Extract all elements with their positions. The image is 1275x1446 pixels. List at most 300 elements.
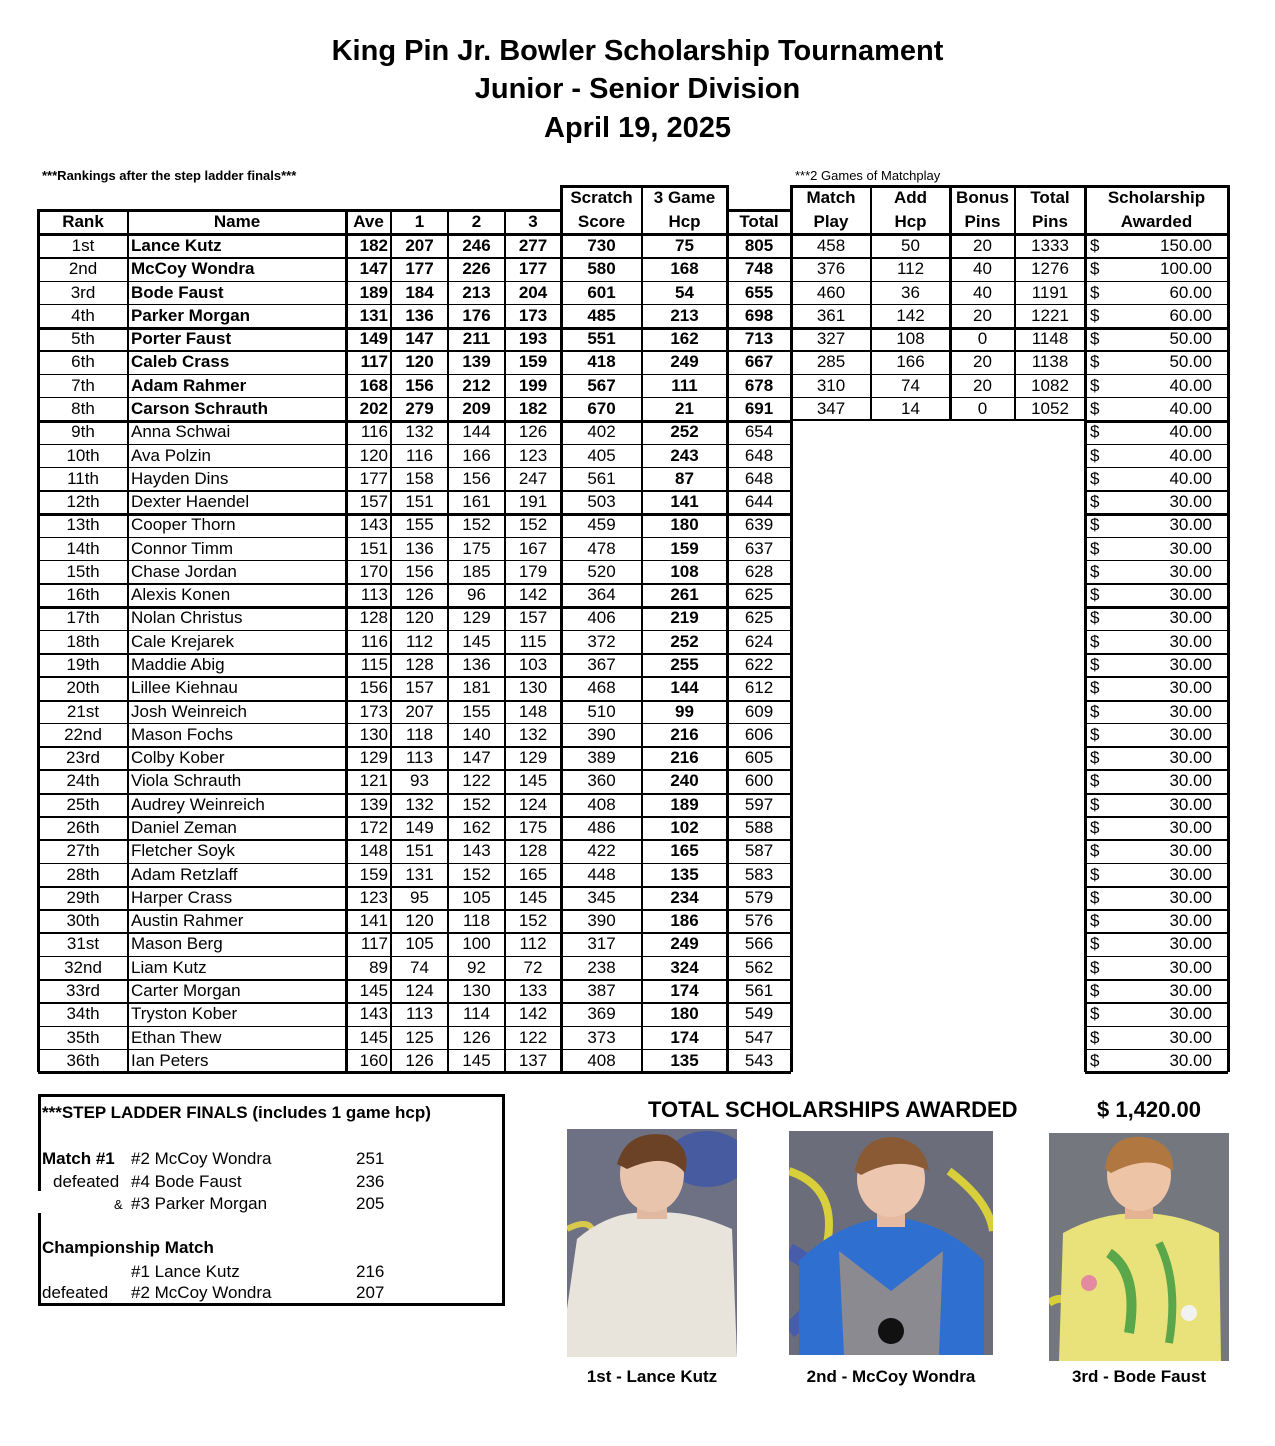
cell-total: 588: [744, 818, 774, 837]
cell-hcp: 87: [675, 468, 694, 488]
currency-symbol: $: [1090, 236, 1100, 255]
cell-scratch: 373: [587, 1027, 616, 1047]
cell-g3: 152: [518, 515, 548, 535]
column-rule: [390, 209, 392, 1072]
cell-g1: 132: [405, 422, 434, 442]
cell-hcp: 240: [670, 771, 699, 791]
row-rule: [1085, 444, 1228, 446]
cell-hcp: 243: [670, 445, 699, 465]
player-name: Alexis Konen: [131, 585, 231, 605]
cell-g2: 152: [462, 864, 491, 884]
cell-g1: 147: [405, 329, 434, 349]
cell-scratch: 468: [587, 678, 616, 698]
rank-cell: 28th: [66, 864, 100, 884]
cell-total: 549: [744, 1004, 774, 1024]
cell-g3: 193: [518, 329, 548, 349]
row-rule: [38, 700, 791, 703]
cell-g2: 96: [467, 585, 486, 605]
currency-symbol: $: [1090, 980, 1100, 1000]
cell-g2: 246: [462, 236, 491, 255]
cell-hcp: 174: [670, 1027, 699, 1047]
column-rule: [870, 185, 872, 420]
cell-hcp: 165: [670, 841, 699, 861]
cell-hcp: 249: [670, 352, 699, 372]
cell-scratch: 408: [587, 794, 616, 814]
column-rule: [37, 209, 40, 1072]
cell-g1: 95: [410, 887, 429, 907]
cell-g2: 166: [462, 445, 491, 465]
cell-hcp: 102: [670, 818, 699, 837]
cell-total: 600: [744, 771, 774, 791]
cell-g3: 128: [518, 841, 548, 861]
match1-defeated-label: defeated: [53, 1172, 120, 1191]
player-name: Josh Weinreich: [131, 701, 247, 721]
player-name: Anna Schwai: [131, 422, 231, 442]
currency-symbol: $: [1090, 841, 1100, 861]
player-name: Ava Polzin: [131, 445, 212, 465]
cell-g2: 129: [462, 608, 491, 628]
row-rule: [791, 304, 1085, 306]
cell-hcp: 219: [670, 608, 699, 628]
player-name: Carter Morgan: [131, 980, 241, 1000]
column-header-name: Name: [213, 212, 261, 231]
column-header-bonus-top: Bonus: [956, 188, 1009, 207]
cell-hcp: 21: [675, 398, 694, 418]
cell-bonus: 20: [973, 305, 992, 325]
rank-cell: 26th: [66, 818, 100, 837]
currency-symbol: $: [1090, 934, 1100, 954]
currency-symbol: $: [1090, 585, 1100, 605]
cell-g3: 167: [518, 538, 548, 558]
champ-loser: #2 McCoy Wondra: [131, 1283, 272, 1302]
cell-addhcp: 50: [901, 236, 920, 255]
header-top-rule: [561, 185, 727, 188]
currency-symbol: $: [1090, 701, 1100, 721]
scholarship-amount: 30.00: [1169, 492, 1212, 512]
cell-g2: 145: [462, 1050, 491, 1070]
cell-total: 606: [744, 724, 774, 744]
cell-scratch: 405: [587, 445, 616, 465]
event-date: April 19, 2025: [544, 112, 731, 144]
cell-g1: 120: [405, 608, 434, 628]
scholarship-amount: 30.00: [1169, 538, 1212, 558]
row-rule: [1085, 374, 1228, 376]
cell-g3: 175: [518, 818, 548, 837]
player-name: Hayden Dins: [131, 468, 229, 488]
row-rule: [38, 583, 791, 585]
cell-g1: 156: [405, 375, 434, 395]
cell-scratch: 364: [587, 585, 616, 605]
row-rule: [1085, 932, 1228, 934]
row-rule: [1085, 490, 1228, 492]
match1-loser2-score: 205: [356, 1194, 385, 1213]
scholarship-amount: 30.00: [1169, 864, 1212, 884]
player-name: Carson Schrauth: [131, 398, 268, 418]
cell-ave: 145: [359, 1027, 388, 1047]
scholarship-amount: 30.00: [1169, 608, 1212, 628]
cell-hcp: 180: [670, 515, 699, 535]
player-name: Connor Timm: [131, 538, 234, 558]
cell-g1: 112: [405, 631, 434, 651]
cell-total: 597: [744, 794, 774, 814]
cell-ave: 141: [359, 911, 388, 931]
column-header-rank: Rank: [62, 212, 104, 231]
cell-total: 605: [744, 748, 774, 768]
rank-cell: 33rd: [65, 980, 101, 1000]
scholarship-amount: 30.00: [1169, 724, 1212, 744]
cell-scratch: 485: [587, 305, 616, 325]
player-name: Porter Faust: [131, 329, 232, 349]
rank-cell: 19th: [66, 655, 100, 675]
currency-symbol: $: [1090, 957, 1100, 977]
row-rule: [1085, 793, 1228, 796]
row-rule: [1085, 397, 1228, 399]
player-name: Ian Peters: [131, 1050, 209, 1070]
player-name: Adam Retzlaff: [131, 864, 238, 884]
cell-g1: 149: [405, 818, 434, 837]
player-name: Adam Rahmer: [131, 375, 247, 395]
cell-g1: 207: [405, 701, 434, 721]
player-name: Parker Morgan: [131, 305, 251, 325]
cell-scratch: 406: [587, 608, 616, 628]
cell-ave: 131: [359, 305, 388, 325]
cell-ave: 116: [360, 631, 388, 651]
row-rule: [38, 467, 791, 469]
currency-symbol: $: [1090, 911, 1100, 931]
cell-g3: 145: [518, 771, 548, 791]
cell-hcp: 213: [670, 305, 699, 325]
scholarship-amount: 30.00: [1169, 818, 1212, 837]
cell-g1: 151: [405, 841, 434, 861]
row-rule: [38, 304, 791, 306]
row-rule: [1085, 979, 1228, 982]
cell-hcp: 111: [671, 375, 698, 395]
cell-g2: 185: [462, 561, 491, 581]
player-name: Caleb Crass: [131, 352, 230, 372]
cell-addhcp: 112: [896, 259, 925, 279]
cell-g2: 152: [462, 515, 491, 535]
cell-g1: 131: [405, 864, 434, 884]
cell-hcp: 255: [670, 655, 699, 675]
row-rule: [1085, 723, 1228, 725]
cell-g3: 124: [518, 794, 548, 814]
cell-total: 691: [744, 398, 774, 418]
currency-symbol: $: [1090, 724, 1100, 744]
cell-ave: 177: [359, 468, 388, 488]
cell-ave: 202: [359, 398, 388, 418]
cell-g1: 120: [405, 911, 434, 931]
cell-ave: 89: [369, 957, 388, 977]
cell-ave: 157: [359, 492, 388, 512]
scholarship-amount: 30.00: [1169, 701, 1212, 721]
row-rule: [1085, 746, 1228, 748]
player-name: Daniel Zeman: [131, 818, 237, 837]
cell-g1: 184: [405, 282, 434, 302]
cell-ave: 129: [359, 748, 388, 768]
cell-scratch: 567: [587, 375, 616, 395]
player-name: Maddie Abig: [131, 655, 225, 675]
scholarship-amount: 30.00: [1169, 1050, 1212, 1070]
column-rule: [504, 209, 506, 1072]
player-name: Fletcher Soyk: [131, 841, 235, 861]
column-header-g1: 1: [414, 212, 425, 231]
caption-first-place: 1st - Lance Kutz: [586, 1367, 718, 1386]
match1-winner-score: 251: [356, 1149, 385, 1168]
cell-match: 310: [816, 375, 846, 395]
row-rule: [38, 909, 791, 911]
cell-scratch: 389: [587, 748, 616, 768]
cell-hcp: 261: [670, 585, 699, 605]
cell-addhcp: 14: [901, 398, 920, 418]
cell-scratch: 390: [587, 724, 616, 744]
cell-scratch: 551: [587, 329, 616, 349]
player-name: Austin Rahmer: [131, 911, 244, 931]
scholarship-amount: 30.00: [1169, 980, 1212, 1000]
cell-hcp: 54: [675, 282, 694, 302]
player-name: Tryston Kober: [131, 1004, 238, 1024]
player-name: Audrey Weinreich: [131, 794, 265, 814]
cell-total: 667: [744, 352, 774, 372]
player-name: Cooper Thorn: [131, 515, 236, 535]
cell-hcp: 252: [670, 631, 699, 651]
cell-ave: 116: [360, 422, 388, 442]
header-top-rule: [38, 209, 561, 212]
cell-g3: 72: [523, 957, 543, 977]
cell-scratch: 486: [587, 818, 616, 837]
cell-g3: 179: [518, 561, 548, 581]
rank-cell: 7th: [71, 375, 95, 395]
cell-g1: 116: [405, 445, 434, 465]
cell-scratch: 408: [587, 1050, 616, 1070]
cell-g2: 211: [462, 329, 491, 349]
scholarship-amount: 30.00: [1169, 887, 1212, 907]
rank-cell: 13th: [66, 515, 100, 535]
cell-ave: 156: [359, 678, 388, 698]
cell-g2: 226: [462, 259, 491, 279]
row-rule: [1085, 909, 1228, 911]
table-bottom-rule: [38, 1071, 791, 1074]
cell-g3: 165: [518, 864, 548, 884]
row-rule: [38, 932, 791, 934]
row-rule: [38, 444, 791, 446]
cell-match: 376: [816, 259, 846, 279]
column-header-hcp-bottom: Hcp: [668, 212, 701, 231]
cell-total: 612: [744, 678, 774, 698]
cell-total: 748: [744, 259, 774, 279]
photo-second-place: [789, 1131, 993, 1355]
row-rule: [38, 513, 791, 516]
column-header-addhcp-top: Add: [893, 188, 928, 207]
cell-total: 713: [744, 329, 774, 349]
cell-g2: 114: [462, 1004, 491, 1024]
rank-cell: 11th: [67, 468, 99, 488]
cell-g1: 128: [405, 655, 434, 675]
row-rule: [38, 350, 791, 352]
rank-cell: 27th: [66, 841, 100, 861]
row-rule: [38, 560, 791, 562]
caption-third-place: 3rd - Bode Faust: [1071, 1367, 1207, 1386]
column-header-award-bottom: Awarded: [1120, 212, 1193, 231]
cell-g1: 118: [405, 724, 434, 744]
player-name: Lance Kutz: [131, 236, 222, 255]
cell-scratch: 360: [587, 771, 616, 791]
cell-total: 547: [744, 1027, 774, 1047]
row-rule: [791, 397, 1085, 399]
row-rule: [38, 839, 791, 841]
cell-bonus: 40: [973, 259, 992, 279]
step-ladder-title: ***STEP LADDER FINALS (includes 1 game hcp): [42, 1103, 431, 1122]
cell-total: 576: [744, 911, 774, 931]
cell-bonus: 40: [973, 282, 992, 302]
cell-match: 458: [816, 236, 846, 255]
cell-total: 622: [744, 655, 774, 675]
currency-symbol: $: [1090, 864, 1100, 884]
row-rule: [38, 397, 791, 399]
scholarship-amount: 40.00: [1169, 422, 1212, 442]
column-header-addhcp-bottom: Hcp: [894, 212, 927, 231]
match1-winner: #2 McCoy Wondra: [131, 1149, 272, 1168]
cell-scratch: 670: [587, 398, 616, 418]
player-name: Liam Kutz: [131, 957, 207, 977]
cell-total: 543: [744, 1050, 774, 1070]
match1-ampersand: &: [114, 1197, 123, 1212]
cell-g2: 143: [462, 841, 491, 861]
cell-g3: 129: [518, 748, 548, 768]
cell-g2: 209: [462, 398, 491, 418]
step-ladder-box: [38, 1094, 505, 1306]
row-rule: [1085, 350, 1228, 352]
player-name: Harper Crass: [131, 887, 233, 907]
rank-cell: 4th: [71, 305, 95, 325]
cell-g2: 181: [462, 678, 491, 698]
cell-g3: 148: [518, 701, 548, 721]
champ-winner: #1 Lance Kutz: [131, 1262, 240, 1281]
scholarship-amount: 30.00: [1169, 655, 1212, 675]
column-header-g3: 3: [528, 212, 538, 231]
cell-total: 583: [744, 864, 774, 884]
row-rule: [1085, 886, 1228, 889]
cell-g1: 126: [405, 585, 434, 605]
currency-symbol: $: [1090, 282, 1100, 302]
portrait-first-place: [567, 1129, 737, 1357]
cell-scratch: 317: [587, 934, 616, 954]
cell-hcp: 324: [670, 957, 699, 977]
cell-g3: 130: [518, 678, 548, 698]
currency-symbol: $: [1090, 748, 1100, 768]
cell-total: 648: [744, 468, 774, 488]
row-rule: [38, 630, 791, 632]
column-rule: [790, 185, 793, 1072]
rank-cell: 17th: [66, 608, 100, 628]
rank-cell: 9th: [71, 422, 95, 442]
cell-hcp: 141: [670, 492, 699, 512]
cell-match: 361: [816, 305, 846, 325]
column-rule: [1014, 185, 1016, 420]
cell-g3: 115: [519, 631, 547, 651]
row-rule: [38, 1002, 791, 1004]
cell-scratch: 478: [587, 538, 616, 558]
cell-g1: 113: [405, 1004, 434, 1024]
scholarship-amount: 30.00: [1169, 585, 1212, 605]
cell-g1: 132: [405, 794, 434, 814]
cell-g3: 122: [518, 1027, 548, 1047]
cell-scratch: 448: [587, 864, 616, 884]
row-rule: [38, 956, 791, 958]
cell-g3: 126: [518, 422, 548, 442]
cell-totalpins: 1276: [1031, 259, 1069, 279]
cell-g2: 122: [462, 771, 491, 791]
cell-ave: 121: [359, 771, 388, 791]
currency-symbol: $: [1090, 538, 1100, 558]
cell-scratch: 422: [587, 841, 616, 861]
cell-g3: 123: [518, 445, 548, 465]
cell-g3: 152: [518, 911, 548, 931]
column-header-g2: 2: [471, 212, 482, 231]
cell-ave: 113: [360, 585, 388, 605]
rank-cell: 2nd: [68, 259, 98, 279]
cell-ave: 172: [359, 818, 388, 837]
column-rule: [345, 209, 348, 1072]
cell-ave: 182: [359, 236, 388, 255]
row-rule: [38, 537, 791, 539]
row-rule: [791, 281, 1085, 283]
cell-g2: 130: [462, 980, 491, 1000]
row-rule: [1085, 956, 1228, 958]
cell-total: 566: [744, 934, 774, 954]
cell-scratch: 561: [587, 468, 616, 488]
cell-g3: 145: [518, 887, 548, 907]
scholarship-amount: 30.00: [1169, 515, 1212, 535]
row-rule: [1085, 420, 1228, 423]
cell-g2: 145: [462, 631, 491, 651]
row-rule: [1085, 281, 1228, 283]
row-rule: [1085, 839, 1228, 841]
player-name: Mason Berg: [131, 934, 223, 954]
scholarship-amount: 60.00: [1169, 282, 1212, 302]
cell-hcp: 252: [670, 422, 699, 442]
cell-totalpins: 1052: [1031, 398, 1069, 418]
currency-symbol: $: [1090, 1027, 1100, 1047]
cell-g2: 155: [462, 701, 491, 721]
cell-scratch: 730: [587, 236, 616, 255]
column-header-award-top: Scholarship: [1107, 188, 1206, 207]
cell-bonus: 20: [973, 236, 992, 255]
rank-cell: 25th: [66, 794, 100, 814]
row-rule: [38, 676, 791, 678]
scholarship-amount: 30.00: [1169, 1004, 1212, 1024]
row-rule: [1085, 606, 1228, 609]
cell-scratch: 503: [587, 492, 616, 512]
cell-hcp: 189: [670, 794, 699, 814]
cell-totalpins: 1138: [1031, 352, 1069, 372]
cell-g2: 156: [462, 468, 491, 488]
column-rule: [447, 209, 449, 1072]
cell-totalpins: 1221: [1031, 305, 1069, 325]
cell-match: 347: [816, 398, 846, 418]
cell-hcp: 234: [670, 887, 699, 907]
scholarship-amount: 30.00: [1169, 561, 1212, 581]
cell-hcp: 162: [670, 329, 699, 349]
cell-g3: 159: [518, 352, 548, 372]
cell-hcp: 180: [670, 1004, 699, 1024]
cell-hcp: 99: [675, 701, 694, 721]
cell-scratch: 367: [587, 655, 616, 675]
column-header-hcp-top: 3 Game: [653, 188, 716, 207]
cell-scratch: 345: [587, 887, 616, 907]
cell-g2: 140: [462, 724, 491, 744]
currency-symbol: $: [1090, 352, 1100, 372]
cell-g1: 105: [405, 934, 434, 954]
